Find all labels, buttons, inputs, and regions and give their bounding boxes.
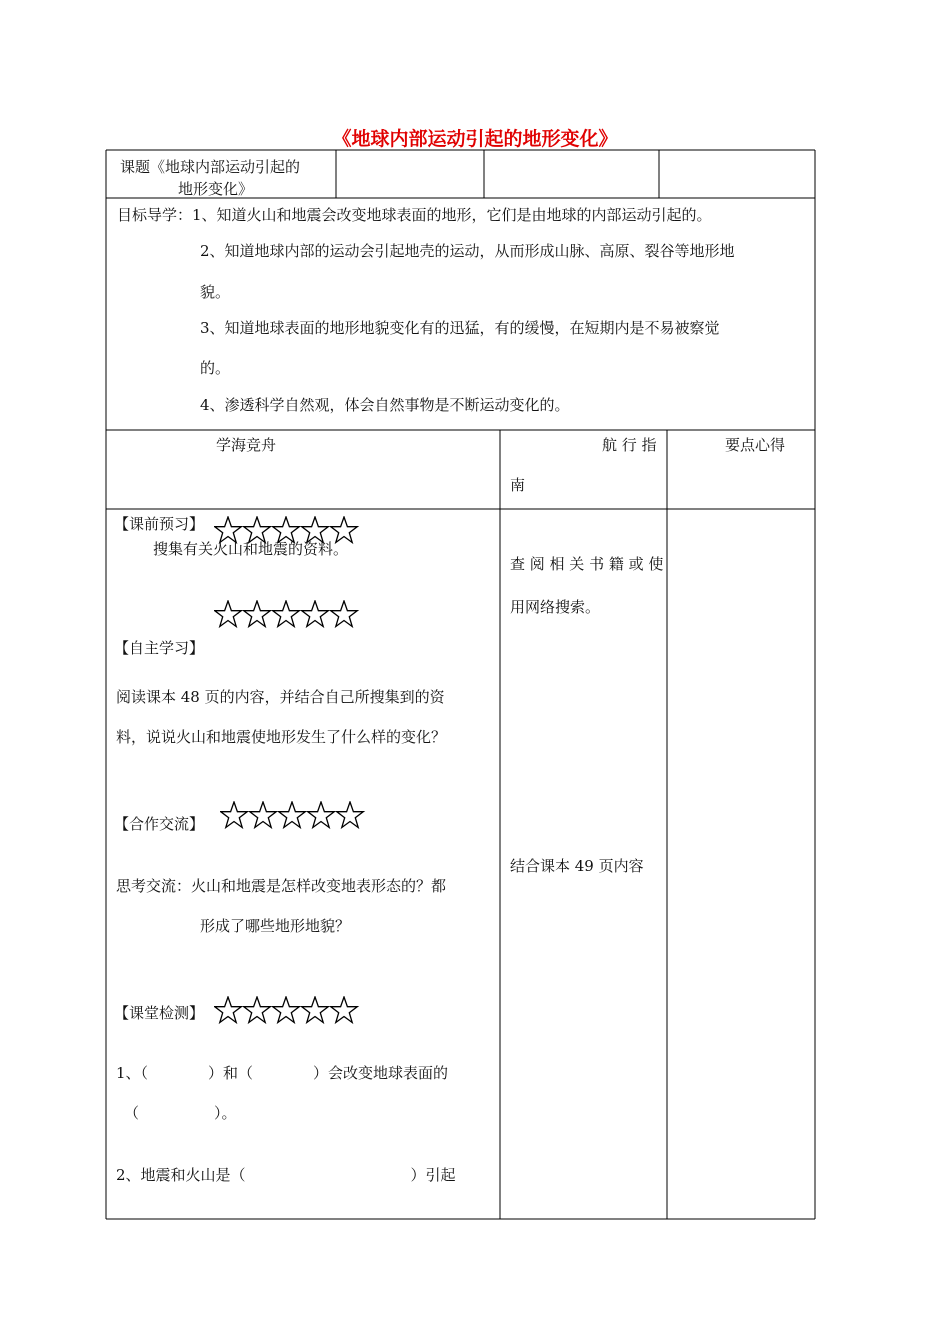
preview-heading: 【课前预习】 <box>114 515 205 533</box>
check-question-1-line1: 1、（ ）和（ ）会改变地球表面的 <box>116 1064 449 1082</box>
cooperation-heading: 【合作交流】 <box>114 815 205 833</box>
objective-line-1: 目标导学：1、知道火山和地震会改变地球表面的地形，它们是由地球的内部运动引起的。 <box>117 206 712 224</box>
star-outline-icon <box>220 801 368 831</box>
column-header-notes: 要点心得 <box>725 436 786 454</box>
star-outline-icon <box>214 996 362 1026</box>
cooperation-line2: 形成了哪些地形地貌？ <box>200 917 351 935</box>
objective-line-3: 貌。 <box>200 283 231 301</box>
lesson-title-line2: 地形变化》 <box>178 180 254 198</box>
rating-stars-self-study <box>214 600 362 630</box>
column-header-guide-cont: 南 <box>510 476 526 494</box>
check-question-2-line1: 2、地震和火山是（ ）引起 <box>116 1166 456 1184</box>
preview-guide-line2: 用网络搜索。 <box>510 598 601 616</box>
column-header-study: 学海竞舟 <box>216 436 277 454</box>
cooperation-line1: 思考交流：火山和地震是怎样改变地表形态的？都 <box>116 877 447 895</box>
page-title: 《地球内部运动引起的地形变化》 <box>332 128 618 150</box>
objective-line-4: 3、知道地球表面的地形地貌变化有的迅猛，有的缓慢，在短期内是不易被察觉 <box>200 319 720 337</box>
objective-line-5: 的。 <box>200 359 231 377</box>
self-study-line2: 料，说说火山和地震使地形发生了什么样的变化？ <box>116 728 447 746</box>
rating-stars-cooperation <box>220 801 368 831</box>
check-question-1-line2: （ ）。 <box>124 1104 237 1122</box>
star-outline-icon <box>214 600 362 630</box>
objective-line-6: 4、渗透科学自然观，体会自然事物是不断运动变化的。 <box>200 396 570 414</box>
check-heading: 【课堂检测】 <box>114 1004 205 1022</box>
self-study-line1: 阅读课本 48 页的内容，并结合自己所搜集到的资 <box>116 688 445 706</box>
rating-stars-check <box>214 996 362 1026</box>
objective-line-2: 2、知道地球内部的运动会引起地壳的运动，从而形成山脉、高原、裂谷等地形地 <box>200 242 735 260</box>
self-study-heading: 【自主学习】 <box>114 639 205 657</box>
column-header-guide: 航 行 指 <box>602 436 657 454</box>
cooperation-guide: 结合课本 49 页内容 <box>510 857 644 875</box>
lesson-title-line1: 课题《地球内部运动引起的 <box>120 158 301 176</box>
preview-text: 搜集有关火山和地震的资料。 <box>153 540 349 558</box>
preview-guide-line1: 查 阅 相 关 书 籍 或 使 <box>510 555 664 573</box>
